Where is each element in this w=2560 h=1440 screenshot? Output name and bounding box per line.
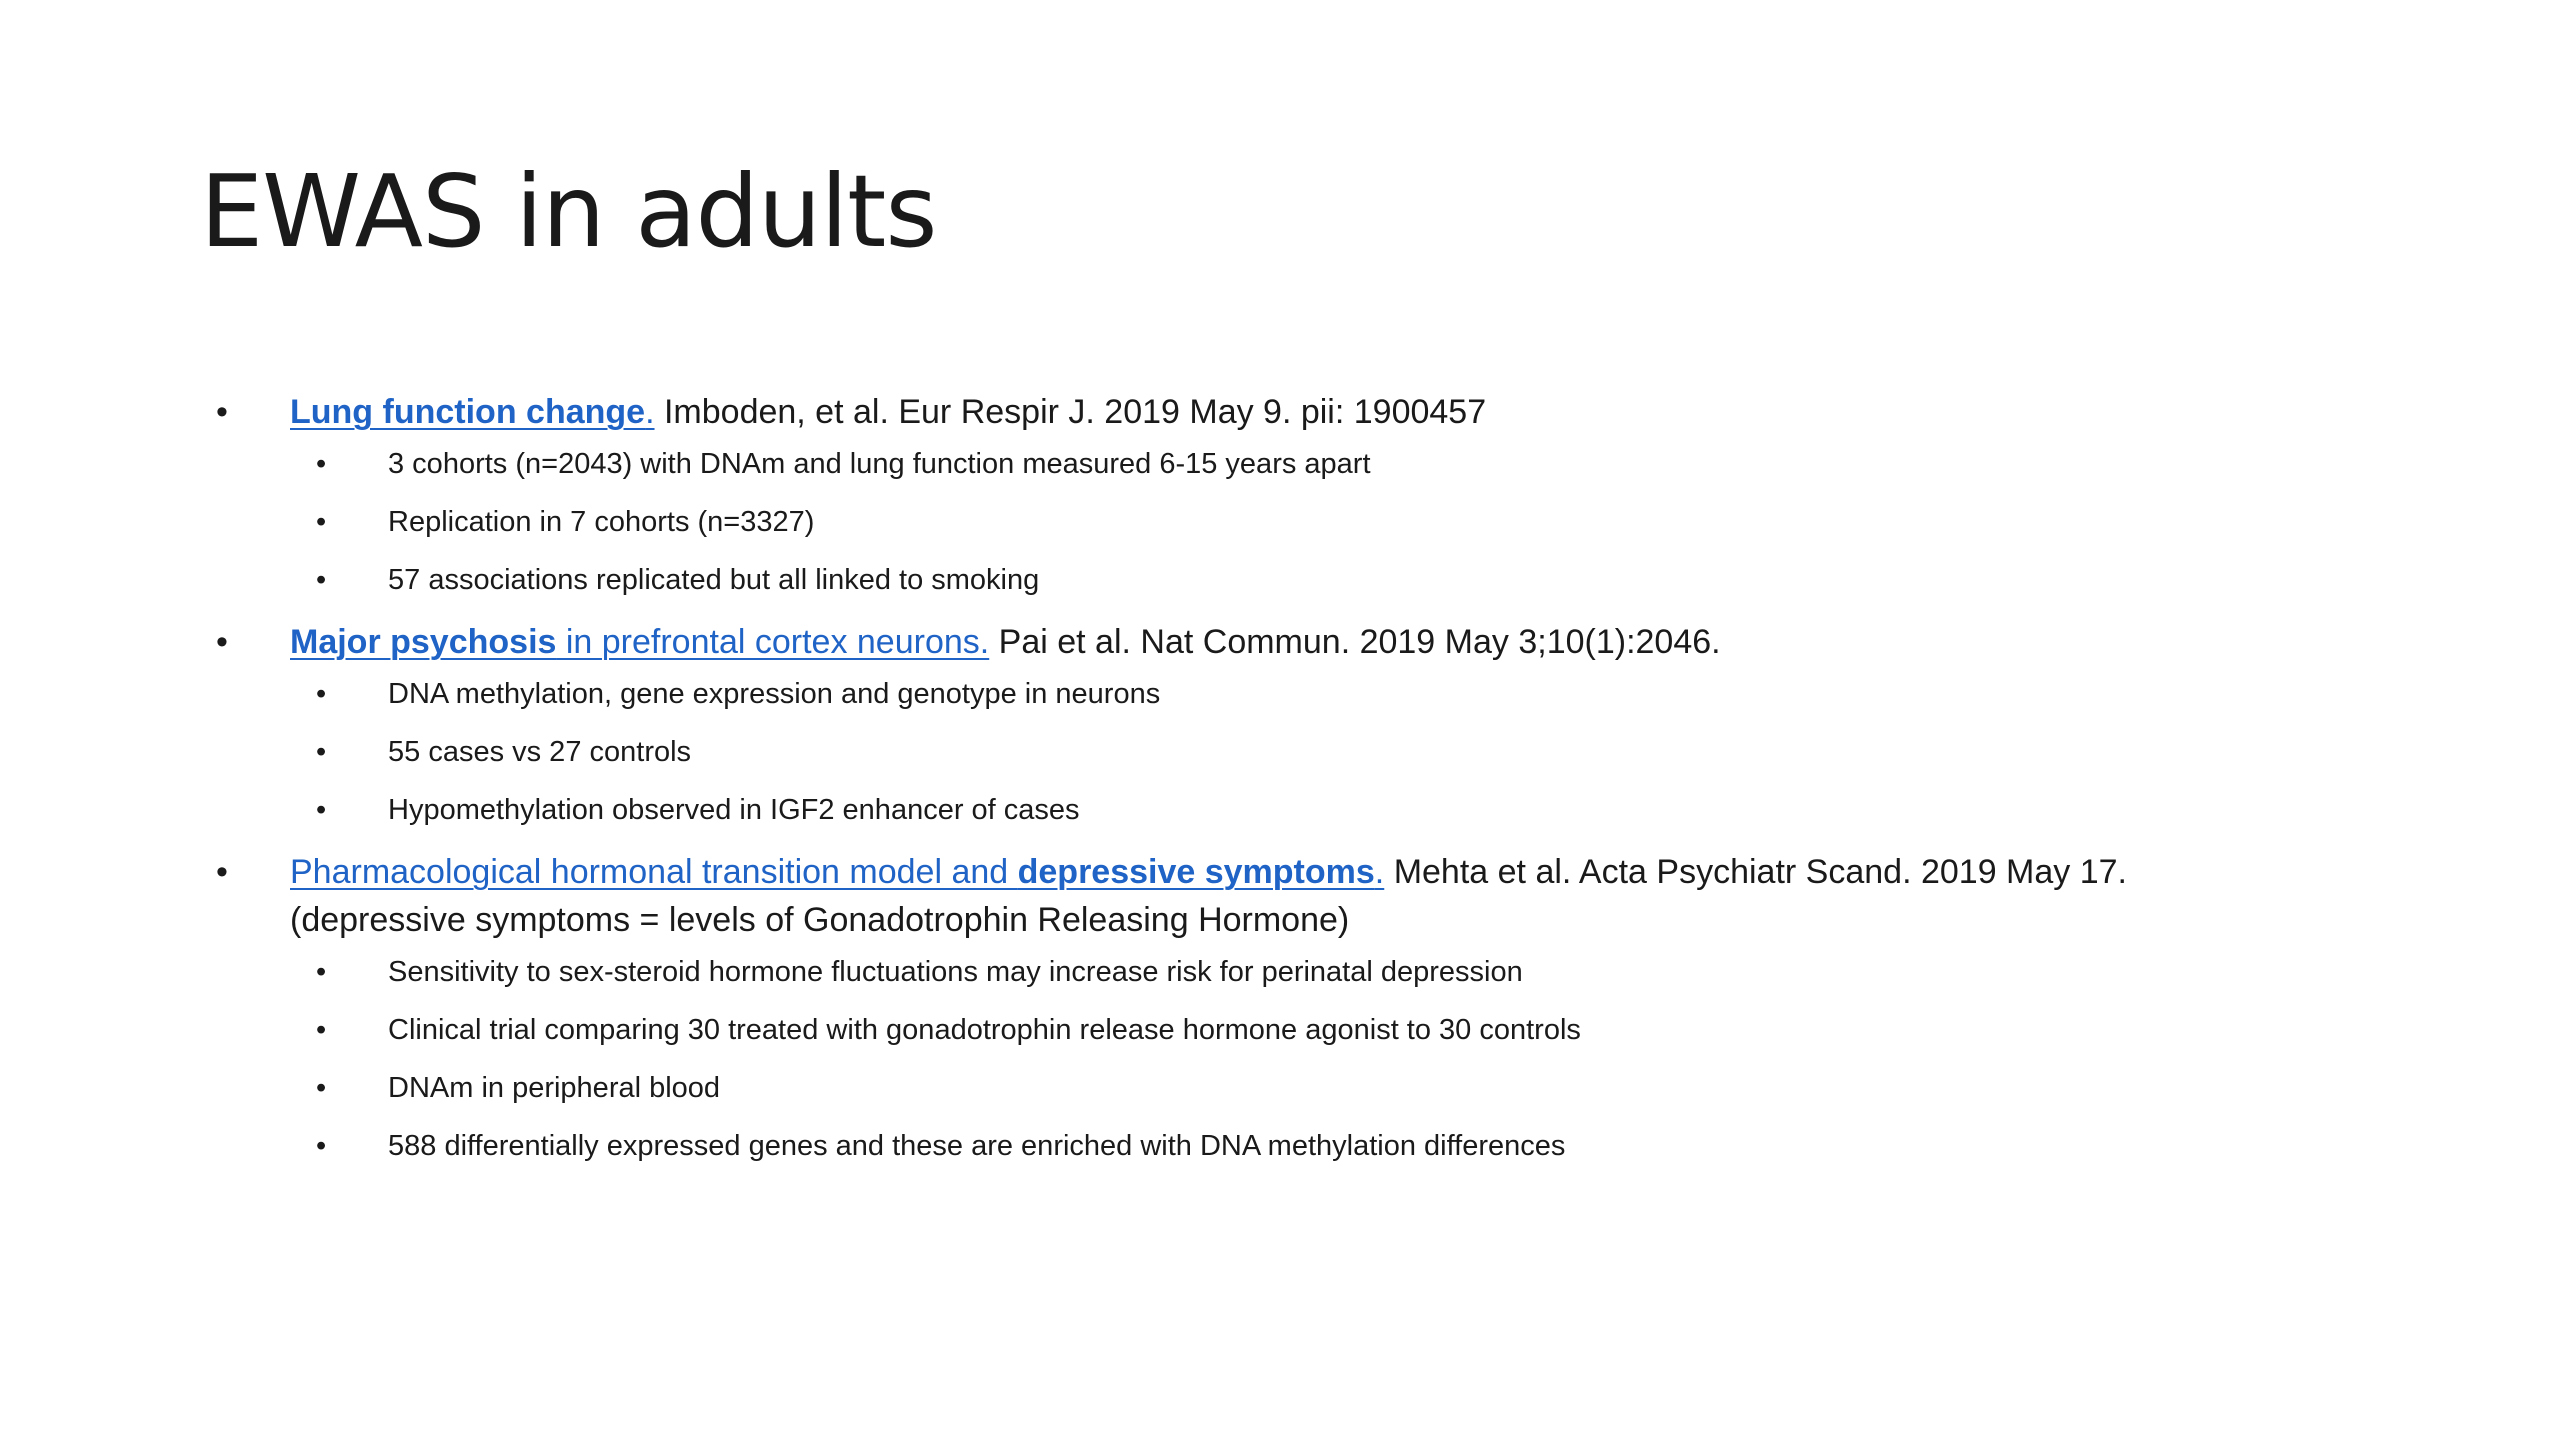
bullet-icon: • xyxy=(316,1130,327,1162)
bullet-item xyxy=(0,618,2290,666)
link-text: . xyxy=(1374,853,1385,891)
bullet-icon: • xyxy=(316,678,327,710)
sub-bullet-text: Sensitivity to sex-steroid hormone fluctuations may increase risk for perinatal depression xyxy=(388,956,1523,988)
sub-bullet-text: 588 differentially expressed genes and these are enriched with DNA methylation differences xyxy=(388,1130,1566,1162)
sub-bullet-text: Replication in 7 cohorts (n=3327) xyxy=(388,506,815,538)
link-text: Pharmacological hormonal transition model and xyxy=(290,853,1018,891)
sub-bullet-text: Hypomethylation observed in IGF2 enhancer of cases xyxy=(388,794,1080,826)
slide-title: EWAS in adults xyxy=(200,153,937,270)
bullet-icon: • xyxy=(316,736,327,768)
bullet-icon: • xyxy=(316,1014,327,1046)
sub-bullet-item xyxy=(0,1010,2560,1050)
link-text: . xyxy=(645,393,655,431)
paper-link-major-psychosis[interactable] xyxy=(290,623,989,661)
sub-bullet-item xyxy=(0,732,2560,772)
sub-bullet-item xyxy=(0,952,2560,992)
link-bold-text: Lung function change xyxy=(290,393,646,431)
sub-bullet-text: DNA methylation, gene expression and genotype in neurons xyxy=(388,678,1161,710)
bullet-icon: • xyxy=(216,623,228,661)
bullet-icon: • xyxy=(216,853,228,891)
citation-text: Pai et al. Nat Commun. 2019 May 3;10(1):2046. xyxy=(989,623,1721,661)
bullet-group-major-psychosis xyxy=(0,618,2560,830)
sub-bullet-text: 55 cases vs 27 controls xyxy=(388,736,692,768)
bullet-icon: • xyxy=(316,956,327,988)
sub-bullet-text: 3 cohorts (n=2043) with DNAm and lung function measured 6-15 years apart xyxy=(388,448,1371,480)
link-text: in prefrontal cortex neurons. xyxy=(556,623,990,661)
bullet-item xyxy=(0,848,2290,944)
bullet-group-depressive-symptoms xyxy=(0,848,2560,1166)
note-text: (depressive symptoms = levels of Gonadotrophin Releasing Hormone) xyxy=(290,901,1350,939)
citation-text: Imboden, et al. Eur Respir J. 2019 May 9. pii: 1900457 xyxy=(654,393,1487,431)
sub-bullet-item xyxy=(0,1126,2560,1166)
sub-bullet-item xyxy=(0,1068,2560,1108)
bullet-icon: • xyxy=(316,794,327,826)
bullet-item xyxy=(0,388,2290,436)
sub-bullet-item xyxy=(0,502,2560,542)
bullet-icon: • xyxy=(316,1072,327,1104)
sub-bullet-item xyxy=(0,560,2560,600)
sub-bullet-text: Clinical trial comparing 30 treated with gonadotrophin release hormone agonist to 30 controls xyxy=(388,1014,1581,1046)
sub-bullet-item xyxy=(0,790,2560,830)
bullet-icon: • xyxy=(316,564,327,596)
sub-bullet-text: DNAm in peripheral blood xyxy=(388,1072,721,1104)
bullet-icon: • xyxy=(316,506,327,538)
citation-text: Mehta et al. Acta Psychiatr Scand. 2019 May 17. xyxy=(1384,853,2127,891)
link-bold-text: Major psychosis xyxy=(290,623,557,661)
bullet-group-lung-function xyxy=(0,388,2560,600)
sub-bullet-text: 57 associations replicated but all linked to smoking xyxy=(388,564,1040,596)
paper-link-lung-function[interactable] xyxy=(290,393,655,431)
sub-bullet-item xyxy=(0,674,2560,714)
paper-link-depressive-symptoms[interactable] xyxy=(290,853,1384,891)
bullet-list xyxy=(0,388,2560,1184)
bullet-icon: • xyxy=(316,448,327,480)
bullet-icon: • xyxy=(216,393,228,431)
link-bold-text: depressive symptoms xyxy=(1017,853,1375,891)
sub-bullet-item xyxy=(0,444,2560,484)
